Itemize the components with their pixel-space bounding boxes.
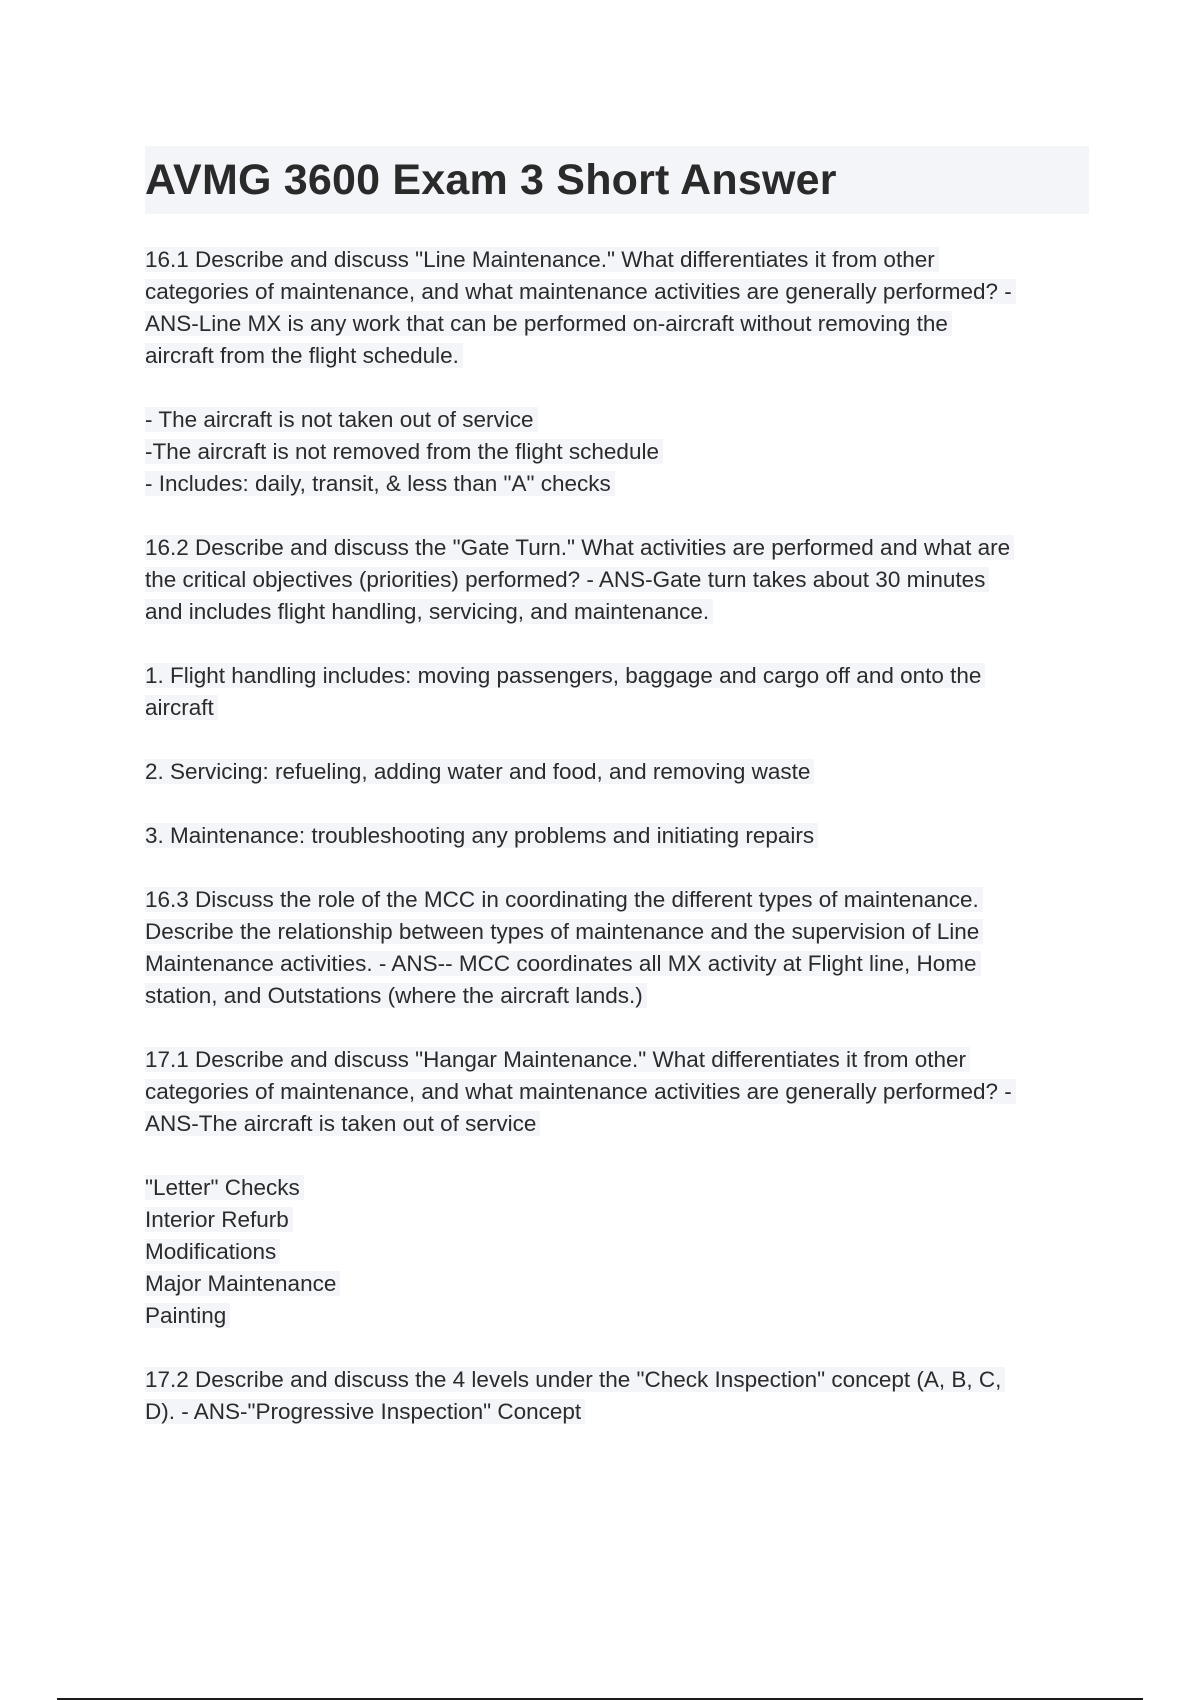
paragraph-q16-2-item2	[145, 756, 1089, 788]
text-line-content: Interior Refurb	[145, 1207, 293, 1232]
text-line	[145, 1364, 1089, 1396]
text-line	[145, 1204, 1089, 1236]
text-line-content: the critical objectives (priorities) performed? - ANS-Gate turn takes about 30 minutes	[145, 567, 989, 592]
text-line	[145, 340, 1089, 372]
text-line	[145, 1396, 1089, 1428]
text-line	[145, 1108, 1089, 1140]
text-line-content: 16.1 Describe and discuss "Line Maintenance." What differentiates it from other	[145, 247, 939, 272]
text-line	[145, 692, 1089, 724]
text-line-content: Modifications	[145, 1239, 280, 1264]
text-line	[145, 532, 1089, 564]
paragraph-q16-2-item3	[145, 820, 1089, 852]
text-line	[145, 884, 1089, 916]
text-line-content: Major Maintenance	[145, 1271, 340, 1296]
text-line-content: categories of maintenance, and what maintenance activities are generally performed? -	[145, 1079, 1016, 1104]
text-line-content: - Includes: daily, transit, & less than "A" checks	[145, 471, 615, 496]
paragraph-q17-1	[145, 1044, 1089, 1140]
text-line-content: 17.2 Describe and discuss the 4 levels under the "Check Inspection" concept (A, B, C,	[145, 1367, 1005, 1392]
text-line-content: D). - ANS-"Progressive Inspection" Concept	[145, 1399, 585, 1424]
text-line	[145, 1044, 1089, 1076]
text-line-content: station, and Outstations (where the aircraft lands.)	[145, 983, 647, 1008]
text-line	[145, 276, 1089, 308]
text-line-content: Maintenance activities. - ANS-- MCC coordinates all MX activity at Flight line, Home	[145, 951, 981, 976]
text-line	[145, 1300, 1089, 1332]
text-line-content: 16.3 Discuss the role of the MCC in coordinating the different types of maintenance.	[145, 887, 983, 912]
text-line-content: 3. Maintenance: troubleshooting any problems and initiating repairs	[145, 823, 818, 848]
paragraph-q17-2	[145, 1364, 1089, 1428]
text-line-content: and includes flight handling, servicing, and maintenance.	[145, 599, 713, 624]
text-line	[145, 1172, 1089, 1204]
text-line-content: -The aircraft is not removed from the flight schedule	[145, 439, 663, 464]
text-line-content: ANS-The aircraft is taken out of service	[145, 1111, 540, 1136]
text-line	[145, 1076, 1089, 1108]
text-line	[145, 1236, 1089, 1268]
paragraph-q16-3	[145, 884, 1089, 1012]
text-line	[145, 308, 1089, 340]
document-body	[145, 244, 1089, 1460]
text-line-content: - The aircraft is not taken out of service	[145, 407, 538, 432]
text-line	[145, 436, 1089, 468]
text-line	[145, 756, 1089, 788]
paragraph-q16-2-item1	[145, 660, 1089, 724]
text-line-content: aircraft from the flight schedule.	[145, 343, 463, 368]
text-line-content: 2. Servicing: refueling, adding water and food, and removing waste	[145, 759, 814, 784]
paragraph-q16-1	[145, 244, 1089, 372]
text-line	[145, 596, 1089, 628]
text-line	[145, 916, 1089, 948]
text-line-content: "Letter" Checks	[145, 1175, 304, 1200]
text-line-content: categories of maintenance, and what maintenance activities are generally performed? -	[145, 279, 1016, 304]
text-line	[145, 820, 1089, 852]
text-line	[145, 980, 1089, 1012]
paragraph-q16-1-list	[145, 404, 1089, 500]
text-line	[145, 244, 1089, 276]
text-line	[145, 564, 1089, 596]
text-line	[145, 1268, 1089, 1300]
text-line-content: 1. Flight handling includes: moving passengers, baggage and cargo off and onto the	[145, 663, 985, 688]
text-line-content: ANS-Line MX is any work that can be performed on-aircraft without removing the	[145, 311, 952, 336]
paragraph-q16-2	[145, 532, 1089, 628]
text-line	[145, 404, 1089, 436]
text-line-content: Describe the relationship between types of maintenance and the supervision of Line	[145, 919, 983, 944]
text-line-content: 16.2 Describe and discuss the "Gate Turn." What activities are performed and what are	[145, 535, 1014, 560]
text-line-content: 17.1 Describe and discuss "Hangar Maintenance." What differentiates it from other	[145, 1047, 970, 1072]
text-line	[145, 468, 1089, 500]
title-banner	[145, 146, 1089, 214]
text-line	[145, 660, 1089, 692]
paragraph-q17-1-list	[145, 1172, 1089, 1332]
document-title: AVMG 3600 Exam 3 Short Answer	[145, 156, 837, 204]
text-line-content: aircraft	[145, 695, 218, 720]
text-line	[145, 948, 1089, 980]
text-line-content: Painting	[145, 1303, 230, 1328]
